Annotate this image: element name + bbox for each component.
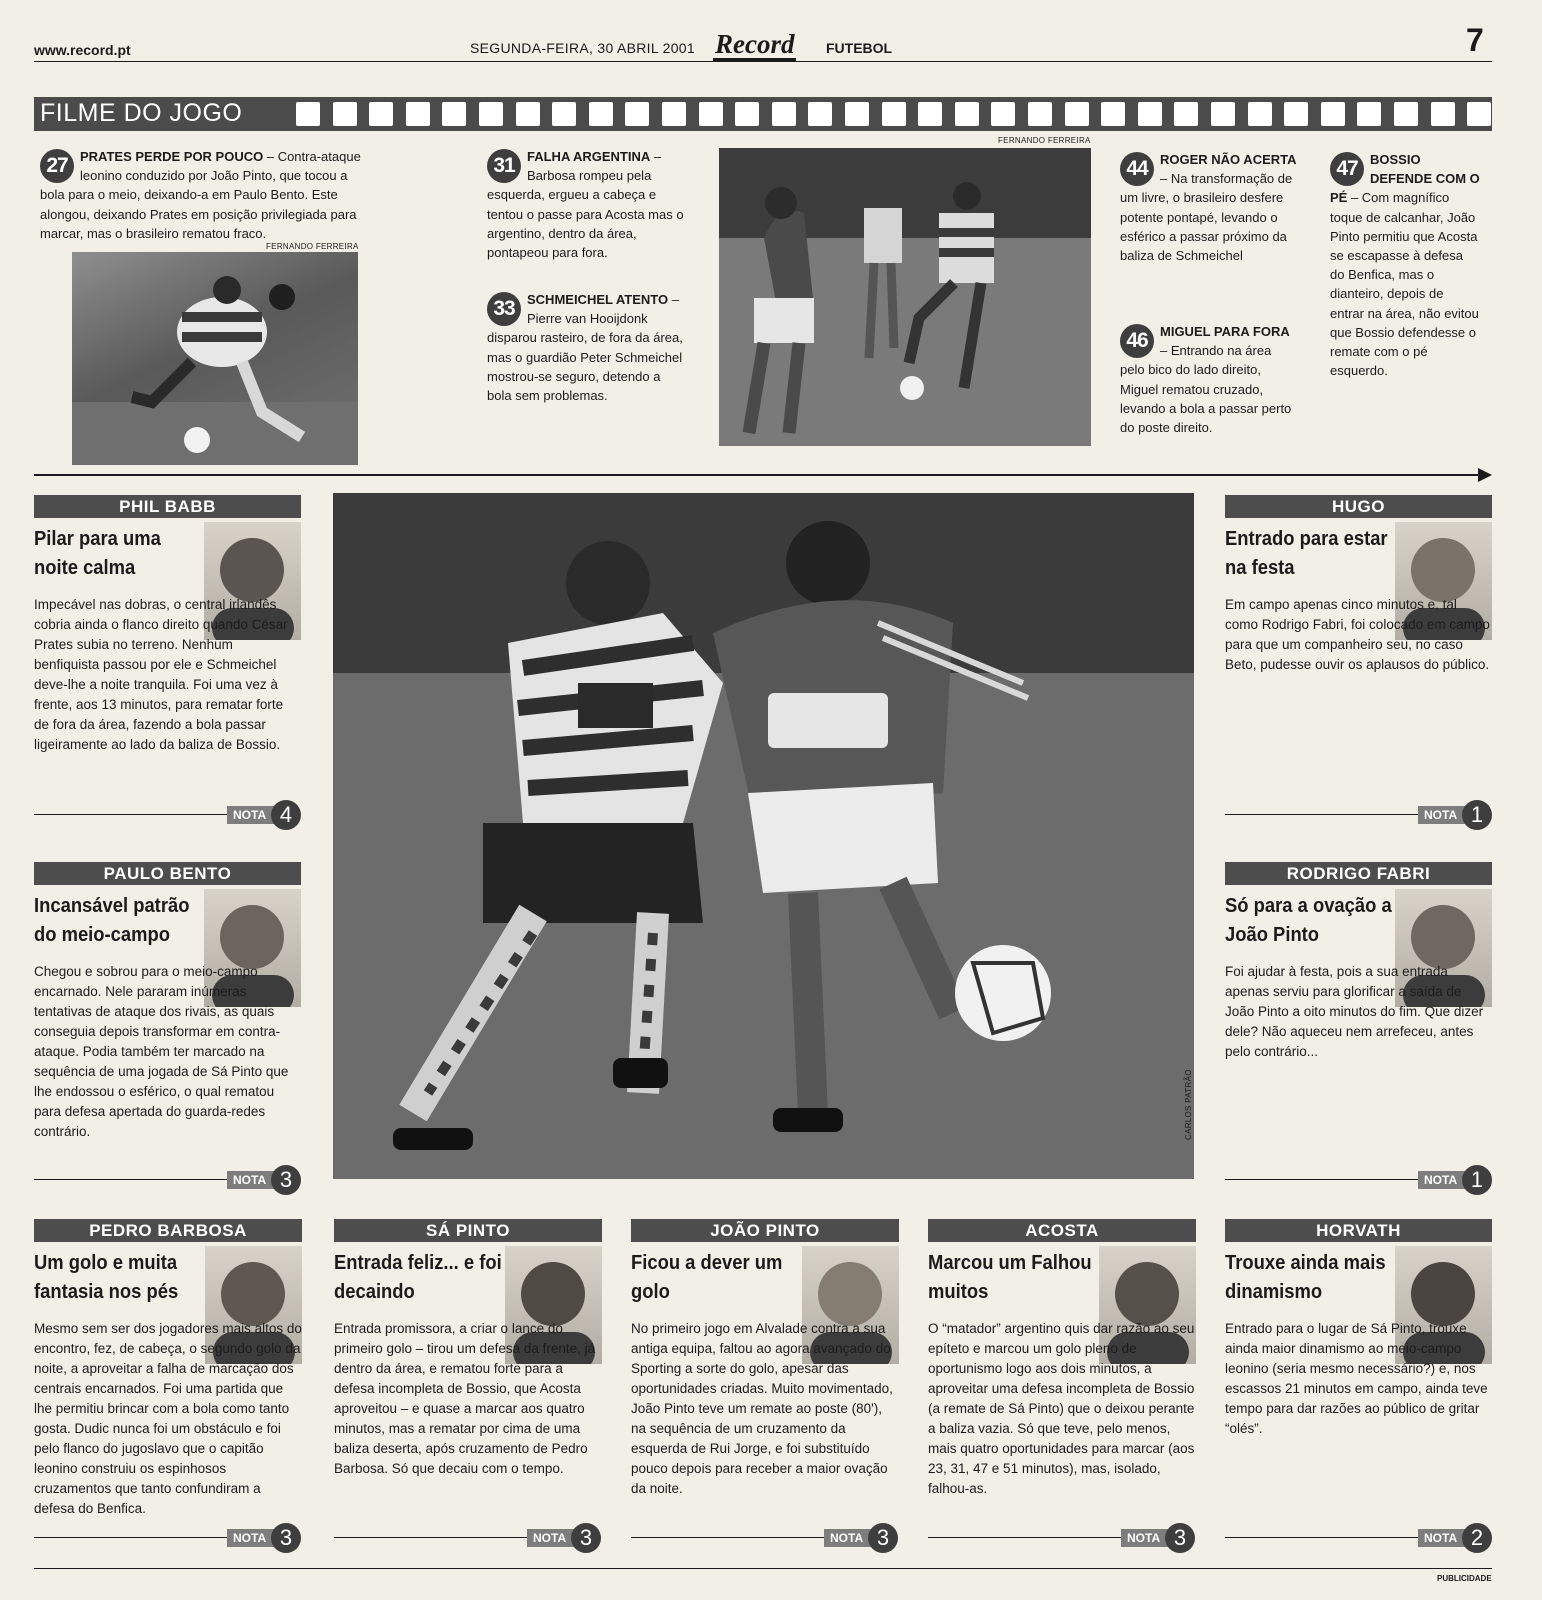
nota-rating: [334, 1523, 602, 1553]
film-hole: [516, 102, 540, 126]
film-hole: [1467, 102, 1491, 126]
nota-label: NOTA: [1418, 1171, 1475, 1189]
newspaper-logo: Record: [715, 29, 795, 59]
event-text: – Contra-ataque leonino conduzido por João Pinto, que tocou a bola para o meio, deixando-a em Paulo Bento. Este alongou, deixando Prates em posição privilegiada para marcar, mas o brasileiro rematou fraco.: [40, 149, 361, 241]
nota-rating: [631, 1523, 899, 1553]
player-text: Entrada promissora, a criar o lance do primeiro golo – tirou um defesa da frente, já dentro da área, e rematou forte para a defesa incompleta de Bossio, que Acosta aproveitou – e quase a marcar aos quatro minutos, mas a rematar por cima de uma baliza deserta, após cruzamento de Pedro Barbosa. Só que decaiu com o tempo.: [334, 1321, 596, 1476]
player-card-hugo: [1225, 495, 1492, 825]
arrow-right-icon: [1478, 468, 1492, 482]
event-lead: FALHA ARGENTINA: [527, 149, 651, 164]
film-hole: [662, 102, 686, 126]
film-hole: [955, 102, 979, 126]
main-photo-credit: CARLOS PATRÃO: [1184, 1069, 1193, 1140]
film-hole: [442, 102, 466, 126]
event-33: [487, 290, 685, 405]
film-hole: [699, 102, 723, 126]
film-hole: [918, 102, 942, 126]
player-headline: Trouxe ainda mais dinamismo: [1225, 1252, 1386, 1303]
nota-value: 1: [1462, 800, 1492, 830]
film-hole: [1284, 102, 1308, 126]
player-text: Foi ajudar à festa, pois a sua entrada apenas serviu para glorificar a saída de João Pinto a oito minutos do fim. Que dizer dele? Não aqueceu nem arrefeceu, antes pelo contrário...: [1225, 964, 1484, 1059]
event-text: – Na transformação de um livre, o brasileiro desfere potente pontapé, levando o esférico a passar próximo da baliza de Schmeichel: [1120, 171, 1293, 264]
player-text: No primeiro jogo em Alvalade contra a sua antiga equipa, faltou ao agora avançado do Sporting a sorte do golo, apesar das oportunidades criadas. Muito movimentado, João Pinto teve um remate ao poste (80'), na sequência de um cruzamento da esquerda de Rui Jorge, e foi substituído pouco depois para receber a maior ovação da noite.: [631, 1321, 893, 1496]
event-lead: ROGER NÃO ACERTA: [1160, 152, 1297, 167]
film-hole: [406, 102, 430, 126]
player-card-rodrigo-fabri: [1225, 862, 1492, 1192]
photo-event-44: [719, 148, 1091, 446]
player-headline: Ficou a dever um golo: [631, 1252, 783, 1303]
film-hole: [296, 102, 320, 126]
minute-badge: 47: [1330, 152, 1364, 186]
player-card-phil-babb: [34, 495, 301, 825]
film-hole: [552, 102, 576, 126]
nota-rating: [928, 1523, 1196, 1553]
nota-value: 2: [1462, 1523, 1492, 1553]
nota-value: 1: [1462, 1165, 1492, 1195]
film-hole: [1357, 102, 1381, 126]
film-hole: [808, 102, 832, 126]
event-text: – Barbosa rompeu pela esquerda, ergueu a cabeça e tentou o passe para Acosta mas o argentino, dentro da área, pontapeou para fora.: [487, 149, 684, 261]
player-text: Chegou e sobrou para o meio-campo encarnado. Nele pararam inúmeras tentativas de ataque dos rivais, as quais conseguia depois transformar em contra-ataque. Podia também ter marcado na sequência de uma jogada de Sá Pinto que lhe endossou o esférico, o qual rematou para defesa apertada do guarda-redes contrário.: [34, 964, 289, 1139]
nota-value: 3: [868, 1523, 898, 1553]
film-hole: [1211, 102, 1235, 126]
film-hole: [845, 102, 869, 126]
nota-label: NOTA: [824, 1529, 881, 1547]
nota-rating: [34, 800, 301, 830]
advertising-label: PUBLICIDADE: [1437, 1574, 1492, 1583]
minute-badge: 33: [487, 292, 521, 326]
minute-badge: 31: [487, 149, 521, 183]
event-31: [487, 147, 685, 262]
player-headline: Incansável patrão do meio-campo: [34, 895, 190, 946]
photo-credit: FERNANDO FERREIRA: [998, 136, 1091, 145]
player-name-bar: HUGO: [1225, 495, 1492, 518]
timeline-arrow-line: [34, 474, 1484, 476]
event-27: [40, 147, 370, 243]
minute-badge: 27: [40, 149, 74, 183]
page-number: 7: [1466, 22, 1484, 58]
nota-label: NOTA: [227, 1529, 284, 1547]
photo-event-27: [72, 252, 358, 465]
event-lead: PRATES PERDE POR POUCO: [80, 149, 264, 164]
player-name-bar: PHIL BABB: [34, 495, 301, 518]
event-lead: MIGUEL PARA FORA: [1160, 324, 1290, 339]
event-lead: SCHMEICHEL ATENTO: [527, 292, 669, 307]
film-hole: [1065, 102, 1089, 126]
nota-label: NOTA: [1121, 1529, 1178, 1547]
footer-rule: [34, 1568, 1492, 1569]
film-hole: [772, 102, 796, 126]
player-name-bar: PAULO BENTO: [34, 862, 301, 885]
player-headline: Marcou um Falhou muitos: [928, 1252, 1092, 1303]
nota-label: NOTA: [1418, 1529, 1475, 1547]
film-hole: [333, 102, 357, 126]
film-hole: [1394, 102, 1418, 126]
player-headline: Entrado para estar na festa: [1225, 528, 1388, 579]
player-name-bar: RODRIGO FABRI: [1225, 862, 1492, 885]
player-card-paulo-bento: [34, 862, 301, 1192]
film-hole: [1028, 102, 1052, 126]
film-hole: [589, 102, 613, 126]
player-headline: Pilar para uma noite calma: [34, 528, 161, 579]
photo-credit: FERNANDO FERREIRA: [266, 242, 359, 251]
player-text: Em campo apenas cinco minutos e, tal como Rodrigo Fabri, foi colocado em campo para que um companheiro seu, no caso Beto, pudesse ouvir os aplausos do público.: [1225, 597, 1490, 672]
nota-label: NOTA: [1418, 806, 1475, 824]
event-46: [1120, 322, 1298, 437]
minute-badge: 46: [1120, 324, 1154, 358]
player-card-joao-pinto: [631, 1219, 899, 1559]
nota-value: 3: [571, 1523, 601, 1553]
event-47: [1330, 150, 1480, 380]
event-44: [1120, 150, 1298, 265]
nota-rating: [1225, 1165, 1492, 1195]
film-hole: [1174, 102, 1198, 126]
player-text: Impecável nas dobras, o central irlandês cobria ainda o flanco direito quando César Prates subia no terreno. Nenhum benfiquista passou por ele e Schmeichel deve-lhe a noite tranquila. Foi uma vez à frente, aos 13 minutos, para rematar forte de fora da área, fazendo a bola passar ligeiramente ao lado da baliza de Bossio.: [34, 597, 288, 752]
nota-label: NOTA: [227, 806, 284, 824]
nota-rating: [1225, 1523, 1492, 1553]
player-headline: Um golo e muita fantasia nos pés: [34, 1252, 179, 1303]
player-name-bar: JOÃO PINTO: [631, 1219, 899, 1242]
nota-value: 3: [271, 1523, 301, 1553]
player-headline: Entrada feliz... e foi decaindo: [334, 1252, 502, 1303]
header-rule: [34, 61, 1492, 62]
minute-badge: 44: [1120, 152, 1154, 186]
event-text: – Com magnífico toque de calcanhar, João Pinto permitiu que Acosta se escapasse à defesa do Benfica, mas o dianteiro, depois de entrar na área, não evitou que Bossio defendesse o remate com o pé esquerdo.: [1330, 190, 1479, 379]
player-headline: Só para a ovação a João Pinto: [1225, 895, 1392, 946]
film-hole: [1101, 102, 1125, 126]
film-title: FILME DO JOGO: [40, 99, 243, 127]
nota-label: NOTA: [227, 1171, 284, 1189]
event-lead: BOSSIO DEFENDE COM O PÉ: [1330, 152, 1480, 206]
nota-label: NOTA: [527, 1529, 584, 1547]
section-name: FUTEBOL: [826, 40, 893, 56]
event-text: – Pierre van Hooijdonk disparou rasteiro, de fora da área, mas o guardião Peter Schmeichel mostrou-se seguro, detendo a bola sem problemas.: [487, 292, 683, 404]
player-card-pedro-barbosa: [34, 1219, 302, 1559]
player-card-acosta: [928, 1219, 1196, 1559]
event-text: – Entrando na área pelo bico do lado direito, Miguel rematou cruzado, levando a bola a passar perto do poste direito.: [1120, 343, 1292, 436]
film-hole: [479, 102, 503, 126]
film-hole: [882, 102, 906, 126]
player-name-bar: PEDRO BARBOSA: [34, 1219, 302, 1242]
player-name-bar: HORVATH: [1225, 1219, 1492, 1242]
nota-rating: [34, 1523, 302, 1553]
player-text: Entrado para o lugar de Sá Pinto, trouxe ainda maior dinamismo ao meio-campo leonino (seria mesmo necessário?) e, nos escassos 21 minutos em campo, ainda teve tempo para dar razões ao público de gritar “olés”.: [1225, 1321, 1488, 1436]
film-hole: [625, 102, 649, 126]
film-hole: [1138, 102, 1162, 126]
film-strip-banner: [34, 97, 1492, 131]
nota-value: 3: [1165, 1523, 1195, 1553]
nota-value: 4: [271, 800, 301, 830]
main-match-photo: [333, 493, 1194, 1179]
player-card-horvath: [1225, 1219, 1492, 1559]
nota-value: 3: [271, 1165, 301, 1195]
nota-rating: [34, 1165, 301, 1195]
player-card-sa-pinto: [334, 1219, 602, 1559]
site-url: www.record.pt: [34, 42, 131, 58]
player-text: Mesmo sem ser dos jogadores mais altos do encontro, fez, de cabeça, o segundo golo da noite, a aproveitar a falha de marcação dos centrais encarnados. Foi uma partida que lhe permitiu brincar com a bola como tanto gosta. Dudic nunca foi um obstáculo e foi pelo flanco do jugoslavo que o capitão leonino construiu os espinhosos cruzamentos que tanto confundiram a defesa do Benfica.: [34, 1321, 302, 1516]
nota-rating: [1225, 800, 1492, 830]
film-hole: [369, 102, 393, 126]
film-hole: [991, 102, 1015, 126]
film-hole: [1248, 102, 1272, 126]
film-hole: [1321, 102, 1345, 126]
player-name-bar: SÁ PINTO: [334, 1219, 602, 1242]
player-name-bar: ACOSTA: [928, 1219, 1196, 1242]
film-hole: [1431, 102, 1455, 126]
issue-date: SEGUNDA-FEIRA, 30 ABRIL 2001: [470, 40, 695, 56]
film-hole: [735, 102, 759, 126]
player-text: O “matador” argentino quis dar razão ao seu epíteto e marcou um golo pleno de oportunismo logo aos dois minutos, a aproveitar uma defesa incompleta de Bossio (a remate de Sá Pinto) que o deixou perante a baliza vazia. Só que teve, pelo menos, mais quatro oportunidades para marcar (aos 23, 31, 47 e 51 minutos), mas, isolado, falhou-as.: [928, 1321, 1195, 1496]
